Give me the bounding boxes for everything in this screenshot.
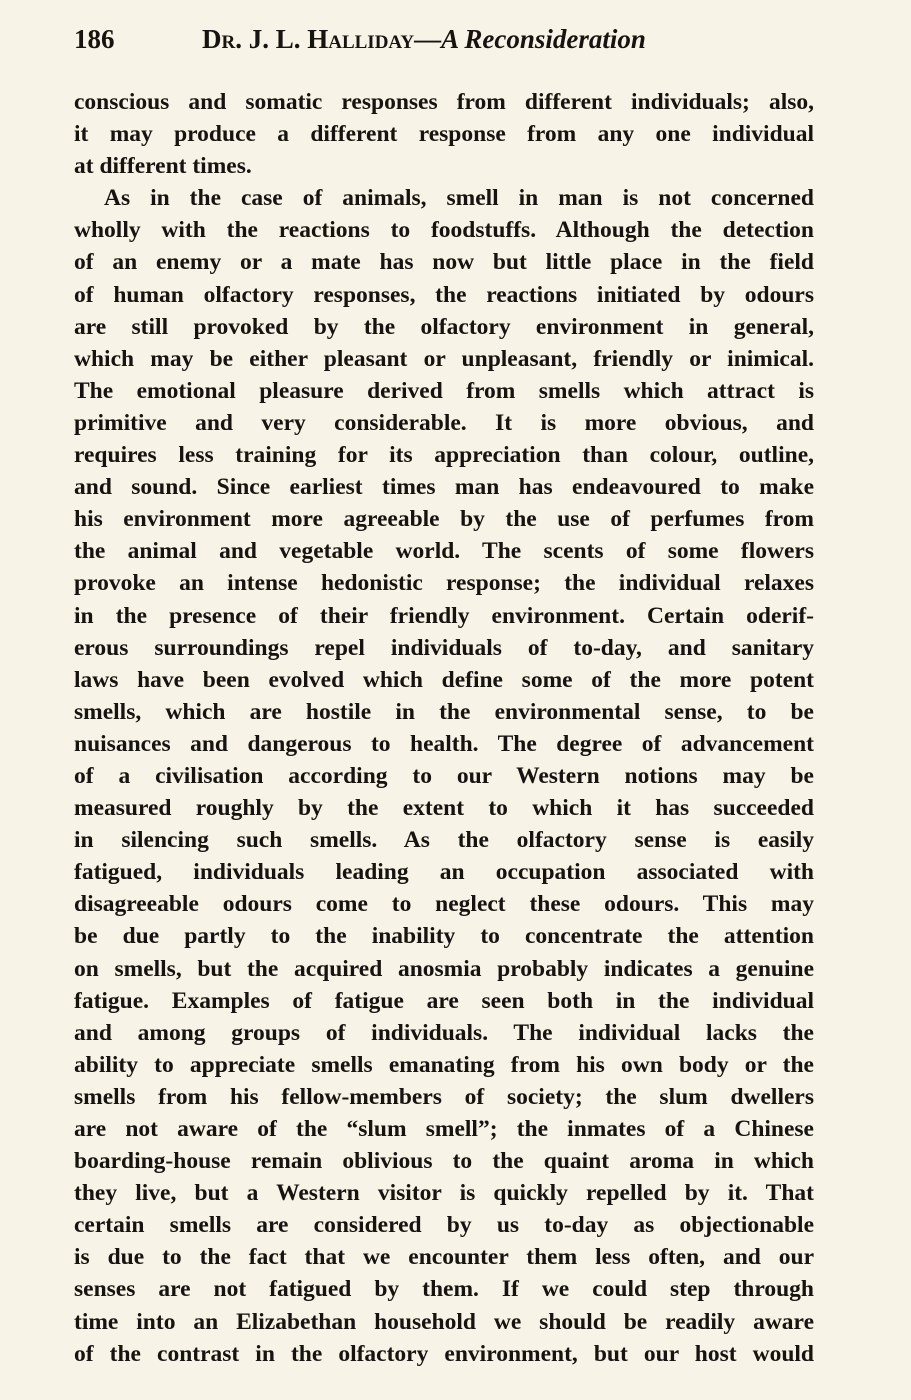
text-line: smells, which are hostile in the environmental sense, to be [74, 698, 814, 725]
text-line: The emotional pleasure derived from smells which attract is [74, 377, 814, 404]
text-line: provoke an intense hedonistic response; the individual relaxes [74, 570, 814, 597]
text-line: time into an Elizabethan household we should be readily aware [74, 1308, 814, 1335]
text-line: on smells, but the acquired anosmia probably indicates a genuine [74, 955, 814, 982]
text-line: and sound. Since earliest times man has endeavoured to make [74, 474, 814, 501]
page-number: 186 [74, 24, 115, 54]
text-line: are still provoked by the olfactory environment in general, [74, 313, 814, 340]
text-line: measured roughly by the extent to which it has succeeded [74, 795, 814, 822]
text-line: of a civilisation according to our Western notions may be [74, 762, 814, 789]
text-line: ability to appreciate smells emanating from his own body or the [74, 1051, 814, 1078]
text-line: is due to the fact that we encounter them less often, and our [74, 1244, 814, 1271]
title-separator: — [414, 24, 442, 54]
text-line: of human olfactory responses, the reactions initiated by odours [74, 281, 814, 308]
text-line: boarding-house remain oblivious to the quaint aroma in which [74, 1148, 814, 1175]
text-line: which may be either pleasant or unpleasant, friendly or inimical. [74, 345, 814, 372]
text-line: laws have been evolved which define some of the more potent [74, 666, 814, 693]
text-line: it may produce a different response from any one individual [74, 121, 814, 148]
text-line: smells from his fellow-members of society; the slum dwellers [74, 1083, 814, 1110]
text-line: erous surroundings repel individuals of to-day, and sanitary [74, 634, 814, 661]
text-line: primitive and very considerable. It is more obvious, and [74, 409, 814, 436]
text-line: are not aware of the “slum smell”; the inmates of a Chinese [74, 1116, 814, 1142]
text-line: wholly with the reactions to foodstuffs. Although the detection [74, 217, 814, 244]
text-line: in the presence of their friendly environment. Certain oderif- [74, 602, 814, 629]
text-line: certain smells are considered by us to-day as objectionable [74, 1212, 814, 1239]
text-line: be due partly to the inability to concentrate the attention [74, 923, 814, 950]
text-line: at different times. [74, 153, 252, 180]
text-line: As in the case of animals, smell in man is not concerned [104, 185, 814, 212]
text-line: and among groups of individuals. The individual lacks the [74, 1019, 814, 1046]
text-line: disagreeable odours come to neglect these odours. This may [74, 891, 814, 918]
text-line: conscious and somatic responses from different individuals; also, [74, 89, 814, 115]
article-title: A Reconsideration [441, 24, 646, 54]
body-text [74, 86, 814, 1370]
text-line: of an enemy or a mate has now but little place in the field [74, 249, 814, 276]
text-line: nuisances and dangerous to health. The degree of advancement [74, 730, 814, 757]
running-title [202, 22, 646, 56]
text-line: his environment more agreeable by the use of perfumes from [74, 506, 814, 533]
text-line: they live, but a Western visitor is quickly repelled by it. That [74, 1180, 814, 1207]
text-line: fatigued, individuals leading an occupation associated with [74, 859, 814, 886]
text-line: the animal and vegetable world. The scents of some flowers [74, 538, 814, 565]
text-line: requires less training for its appreciation than colour, outline, [74, 442, 814, 469]
text-line: senses are not fatigued by them. If we could step through [74, 1276, 814, 1303]
running-head [74, 22, 814, 56]
text-line: in silencing such smells. As the olfactory sense is easily [74, 827, 814, 854]
text-line: of the contrast in the olfactory environment, but our host would [74, 1340, 814, 1367]
text-line: fatigue. Examples of fatigue are seen both in the individual [74, 987, 814, 1014]
author-name: Dr. J. L. Halliday [202, 24, 415, 54]
